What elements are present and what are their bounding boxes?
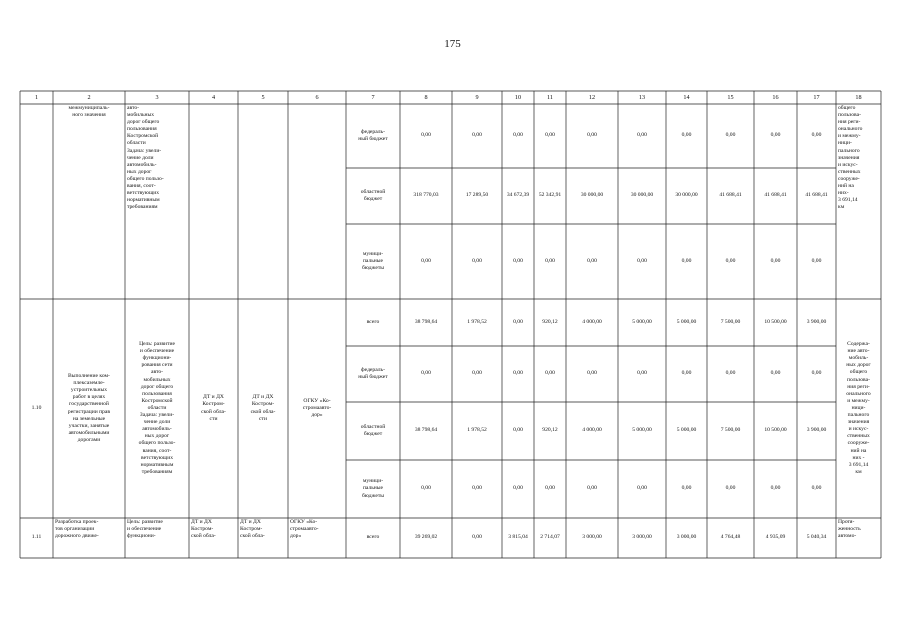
block3-value-cell: 5 040,34 bbox=[806, 534, 827, 541]
block2-value-cell: 0,00 bbox=[637, 485, 647, 492]
block1-value-cell: 0,00 bbox=[725, 257, 736, 264]
block2-value-cell: 0,00 bbox=[472, 485, 482, 492]
block2-value-cell: 3 900,00 bbox=[806, 427, 827, 434]
block1-value-cell: 0,00 bbox=[472, 257, 482, 264]
block3-source-cell: всего bbox=[366, 534, 380, 541]
header-cell: 15 bbox=[727, 93, 734, 101]
block1-value-cell: 0,00 bbox=[811, 132, 822, 139]
block3-executor: ОГКУ «Ко- стромаавто- дор» bbox=[290, 519, 319, 540]
block1-value-cell: 0,00 bbox=[513, 257, 523, 264]
block2-goal: Цель: развитие и обеспечение функциони- рования сети авто- мобильных дорог общего пользования Костромской области Задача: увели- чение доли автомобиль- ных дорог общего пользо- вания, соот- ветствующих нормативным требованиям bbox=[138, 341, 176, 475]
block2-value-cell: 5 000,00 bbox=[676, 318, 697, 325]
header-cell: 18 bbox=[855, 93, 862, 101]
block2-value-cell: 0,00 bbox=[725, 370, 736, 377]
block2-value-cell: 0,00 bbox=[770, 485, 781, 492]
block2-value-cell: 0,00 bbox=[513, 427, 523, 434]
block1-value-cell: 41 688,41 bbox=[764, 192, 787, 199]
block3-indicator: Протя- женность автомо- bbox=[838, 519, 861, 540]
block2-value-cell: 0,00 bbox=[513, 485, 523, 492]
block2-source-cell: муници- пальные бюджеты bbox=[361, 478, 385, 499]
block2-value-cell: 4 000,00 bbox=[582, 318, 602, 325]
block3-value-cell: 3 000,00 bbox=[676, 534, 697, 541]
block2-value-cell: 0,00 bbox=[513, 318, 523, 325]
block2-indicator: Содержа- ние авто- мобиль- ных дорог общего пользова- ния реги- онального и межму- ници- пального значения и искус- ственных сооруже- ний на них - 3 691,14 км bbox=[846, 341, 871, 475]
block1-goal: авто- мобильных дорог общего пользования Костромской области Задача: увели- чение доли автомобиль- ных дорог общего пользо- вания, соот- ветствующих нормативным требованиям bbox=[127, 105, 164, 211]
block3-value-cell: 4 764,48 bbox=[720, 534, 741, 541]
header-cell: 9 bbox=[475, 93, 479, 101]
block1-value-cell: 318 770,03 bbox=[413, 192, 439, 199]
block2-value-cell: 920,12 bbox=[542, 427, 558, 434]
block2-value-cell: 5 000,00 bbox=[632, 318, 652, 325]
block1-value-cell: 0,00 bbox=[513, 132, 523, 139]
block2-responsible: ДТ и ДХ Костром- ской обла- сти bbox=[201, 394, 226, 422]
header-cell: 6 bbox=[315, 93, 319, 101]
header-cell: 10 bbox=[514, 93, 522, 101]
block2-value-cell: 0,00 bbox=[811, 370, 822, 377]
page-number: 175 bbox=[444, 38, 461, 50]
block2-value-cell: 0,00 bbox=[545, 370, 555, 377]
header-cell: 3 bbox=[155, 93, 159, 101]
block1-value-cell: 0,00 bbox=[770, 132, 781, 139]
block1-value-cell: 30 000,00 bbox=[675, 192, 698, 199]
block2-value-cell: 0,00 bbox=[811, 485, 822, 492]
header-cell: 7 bbox=[371, 93, 375, 101]
header-cell: 12 bbox=[588, 93, 596, 101]
header-cell: 13 bbox=[638, 93, 646, 101]
block1-source-cell: областной бюджет bbox=[360, 188, 386, 202]
block2-value-cell: 0,00 bbox=[513, 370, 523, 377]
block2-name: Выполнение ком- плексаземле- устроительных работ в целях государственной регистрации прав на земельные участки, занятые автомобильными дорогами bbox=[67, 373, 111, 443]
block2-value-cell: 0,00 bbox=[545, 485, 555, 492]
block2-value-cell: 3 900,00 bbox=[806, 318, 827, 325]
block2-number: 1.10 bbox=[31, 404, 42, 411]
block1-source-cell: муници- пальные бюджеты bbox=[361, 250, 385, 272]
block1-value-cell: 0,00 bbox=[587, 132, 597, 139]
block2-value-cell: 0,00 bbox=[637, 370, 647, 377]
block2-value-cell: 0,00 bbox=[725, 485, 736, 492]
block3-value-cell: 3 815,04 bbox=[508, 534, 528, 541]
block1-value-cell: 0,00 bbox=[681, 132, 692, 139]
block1-value-cell: 0,00 bbox=[770, 257, 781, 264]
block2-value-cell: 4 000,00 bbox=[582, 427, 602, 434]
block1-value-cell: 17 289,50 bbox=[465, 192, 489, 199]
block1-value-cell: 0,00 bbox=[545, 257, 555, 264]
header-cell: 1 bbox=[34, 93, 39, 101]
header-cell: 8 bbox=[424, 93, 428, 101]
block1-value-cell: 0,00 bbox=[811, 257, 822, 264]
block3-coexecutor: ДТ и ДХ Костром- ской обла- bbox=[240, 519, 265, 540]
block2-value-cell: 0,00 bbox=[770, 370, 781, 377]
block2-value-cell: 0,00 bbox=[681, 370, 692, 377]
block1-value-cell: 0,00 bbox=[637, 132, 647, 139]
block2-value-cell: 0,00 bbox=[472, 370, 482, 377]
block2-source-cell: областной бюджет bbox=[360, 423, 386, 437]
block1-value-cell: 0,00 bbox=[421, 257, 431, 264]
block3-value-cell: 39 269,02 bbox=[414, 534, 438, 541]
block1-value-cell: 41 688,41 bbox=[719, 192, 742, 199]
block2-value-cell: 38 798,64 bbox=[414, 318, 438, 325]
block3-goal: Цель: развитие и обеспечение функциони- bbox=[127, 519, 163, 540]
block2-value-cell: 920,12 bbox=[542, 318, 558, 325]
block3-name: Разработка проек- тов организации дорожного движе- bbox=[55, 519, 99, 540]
block1-value-cell: 41 688,41 bbox=[805, 192, 828, 199]
block2-value-cell: 7 500,00 bbox=[720, 318, 741, 325]
block2-value-cell: 0,00 bbox=[587, 370, 597, 377]
block1-indicator: общего пользова- ния реги- онального и межму- ници- пального значения и искус- ственных сооруже- ний на них- 3 691,14 км bbox=[838, 105, 863, 211]
block2-executor: ОГКУ «Ко- стромаавто- дор» bbox=[302, 397, 332, 419]
block1-value-cell: 34 672,39 bbox=[506, 192, 530, 199]
block2-value-cell: 0,00 bbox=[587, 485, 597, 492]
block3-value-cell: 3 000,00 bbox=[582, 534, 602, 541]
block1-value-cell: 0,00 bbox=[637, 257, 647, 264]
block3-number: 1.11 bbox=[31, 534, 42, 541]
block1-value-cell: 0,00 bbox=[725, 132, 736, 139]
block2-source-cell: федераль- ный бюджет bbox=[358, 366, 388, 380]
block3-value-cell: 3 000,00 bbox=[632, 534, 652, 541]
block1-value-cell: 0,00 bbox=[472, 132, 482, 139]
block1-value-cell: 52 342,91 bbox=[538, 192, 562, 199]
header-cell: 2 bbox=[87, 93, 91, 101]
block2-value-cell: 0,00 bbox=[421, 485, 431, 492]
header-cell: 17 bbox=[813, 93, 820, 101]
block1-value-cell: 0,00 bbox=[545, 132, 555, 139]
block2-value-cell: 0,00 bbox=[681, 485, 692, 492]
block2-value-cell: 0,00 bbox=[421, 370, 431, 377]
header-cell: 16 bbox=[772, 93, 779, 101]
block1-source-cell: федераль- ный бюджет bbox=[358, 128, 388, 142]
header-cell: 14 bbox=[683, 93, 690, 101]
header-cell: 4 bbox=[211, 93, 216, 101]
header-cell: 11 bbox=[547, 93, 553, 101]
header-cell: 5 bbox=[261, 93, 265, 101]
block3-responsible: ДТ и ДХ Костром- ской обла- bbox=[191, 519, 216, 540]
block3-value-cell: 2 714,07 bbox=[540, 534, 560, 541]
block2-source-cell: всего bbox=[366, 318, 380, 325]
block2-value-cell: 1 978,52 bbox=[467, 427, 487, 434]
block2-value-cell: 1 978,52 bbox=[467, 318, 487, 325]
block2-value-cell: 10 500,00 bbox=[764, 427, 787, 434]
block1-value-cell: 0,00 bbox=[681, 257, 692, 264]
block2-coexecutor: ДТ и ДХ Костром- ской обла- сти bbox=[250, 394, 276, 422]
block2-value-cell: 10 500,00 bbox=[764, 318, 787, 325]
block1-value-cell: 30 000,00 bbox=[630, 192, 654, 199]
block3-value-cell: 0,00 bbox=[472, 534, 482, 541]
block2-value-cell: 5 000,00 bbox=[676, 427, 697, 434]
block3-value-cell: 4 935,09 bbox=[765, 534, 786, 541]
block1-value-cell: 0,00 bbox=[587, 257, 597, 264]
block1-value-cell: 30 000,00 bbox=[580, 192, 604, 199]
block2-value-cell: 5 000,00 bbox=[632, 427, 652, 434]
block1-name: межмуниципаль- ного значения bbox=[68, 105, 110, 119]
block1-value-cell: 0,00 bbox=[421, 132, 431, 139]
block2-value-cell: 38 798,64 bbox=[414, 427, 438, 434]
block2-value-cell: 7 500,00 bbox=[720, 427, 741, 434]
